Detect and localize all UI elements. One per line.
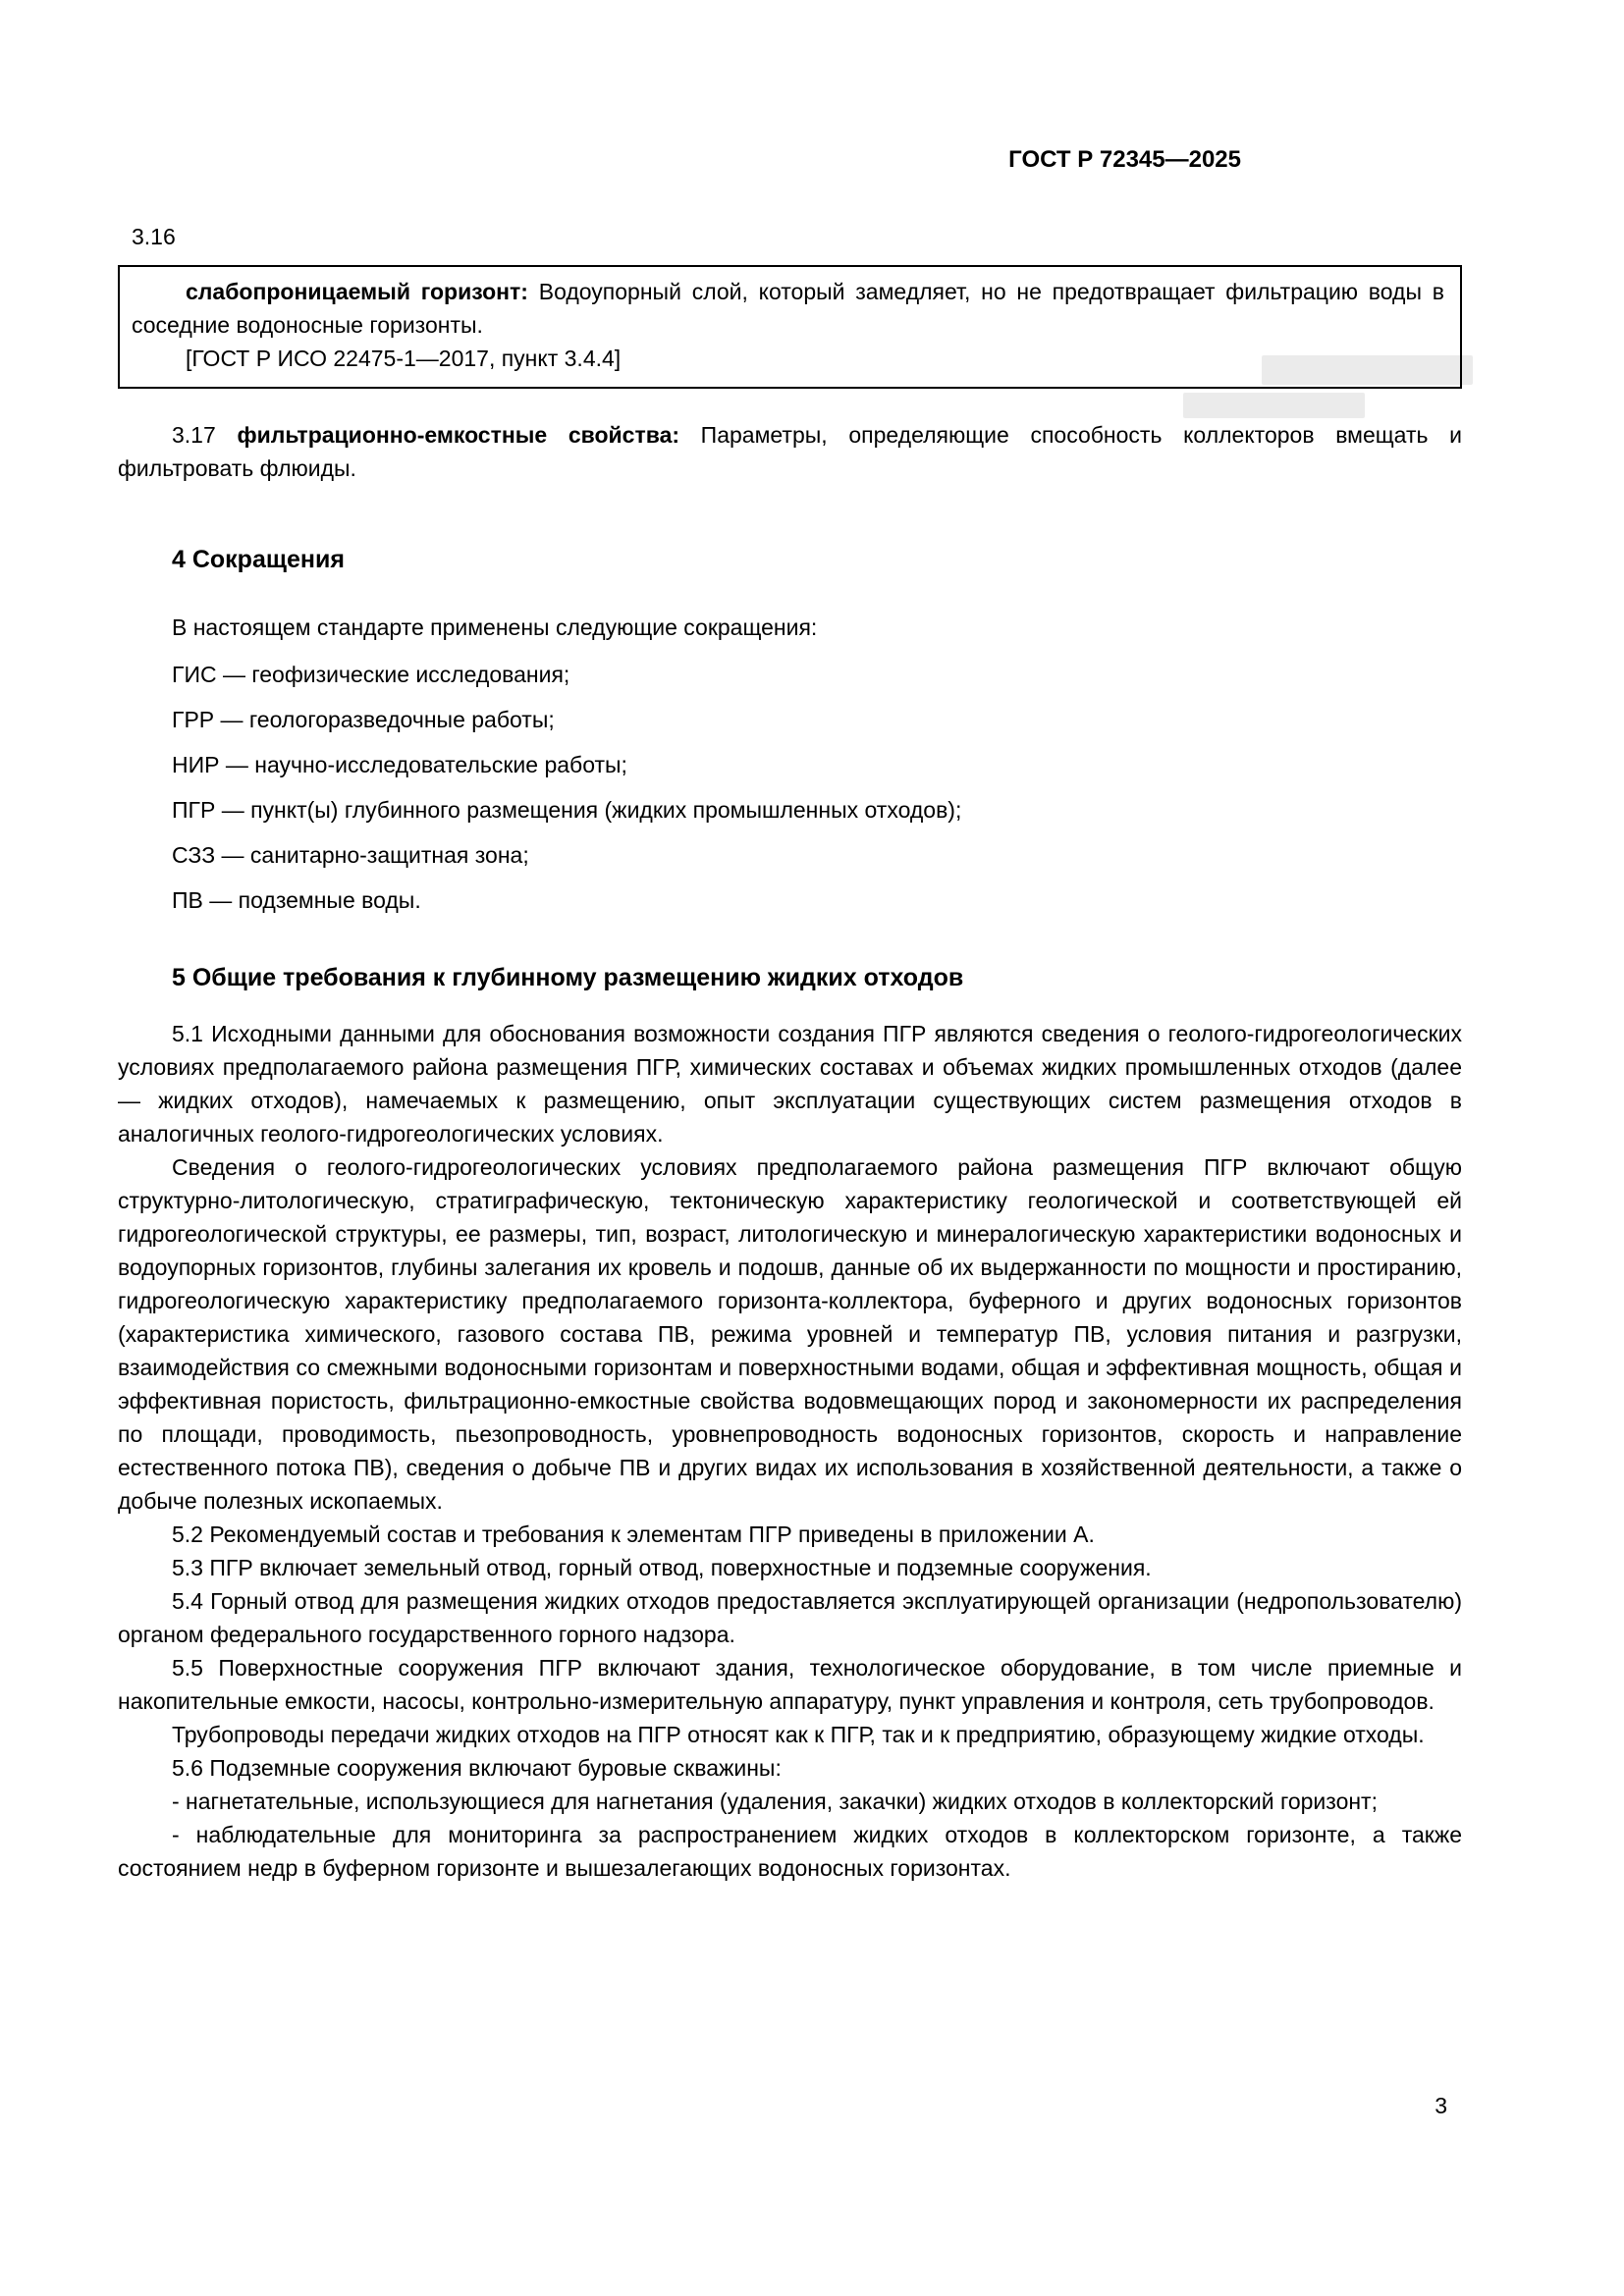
clause-3-16-number: 3.16 — [132, 224, 176, 249]
abbreviation-item: ГИС — геофизические исследования; — [172, 662, 570, 687]
clause-3-17-number: 3.17 — [172, 422, 238, 448]
abbreviation-item: ГРР — геологоразведочные работы; — [172, 707, 555, 732]
page-number: 3 — [1435, 2093, 1447, 2118]
clause-3-17-term: фильтрационно-емкостные свойства: — [237, 422, 680, 448]
clause-3-17-text: Параметры, определяющие способность коллекторов вмещать и фильтровать флюиды. — [118, 422, 1462, 481]
definition-paragraph — [132, 275, 1444, 342]
definition-text: Водоупорный слой, который замедляет, но не предотвращает фильтрацию воды в соседние водоносные горизонты. — [132, 279, 1444, 338]
abbreviation-item: ПГР — пункт(ы) глубинного размещения (жидких промышленных отходов); — [172, 797, 962, 823]
paragraph-5-1-continued: Сведения о геолого-гидрогеологических условиях предполагаемого района размещения ПГР включают общую структурно-литологическую, стратиграфическую, тектоническую характеристику геологической и соответствующей ей гидрогеологической структуры, ее размеры, тип, возраст, литологическую и минералогическую характеристики водоносных и водоупорных горизонтов, глубины залегания их кровель и подошв, данные об их выдержанности по мощности и простиранию, гидрогеологическую характеристику предполагаемого горизонта-коллектора, буферного и других водоносных горизонтов (характеристика химического, газового состава ПВ, режима уровней и температур ПВ, условия питания и разгрузки, взаимодействия со смежными водоносными горизонтам и поверхностными водами, общая и эффективная мощность, общая и эффективная пористость, фильтрационно-емкостные свойства водовмещающих пород и закономерности их распределения по площади, проводимость, пьезопроводность, уровнепроводность водоносных горизонтов, скорость и направление естественного потока ПВ), сведения о добыче ПВ и других видах их использования в хозяйственной деятельности, а также о добыче полезных ископаемых. — [118, 1154, 1462, 1514]
section-4-intro: В настоящем стандарте применены следующие сокращения: — [172, 614, 818, 640]
paragraph-5-6-list-item: - нагнетательные, использующиеся для нагнетания (удаления, закачки) жидких отходов в коллекторский горизонт; — [172, 1789, 1378, 1814]
abbreviation-item: СЗЗ — санитарно-защитная зона; — [172, 842, 529, 868]
doc-header-standard-designation: ГОСТ Р 72345—2025 — [1008, 146, 1241, 173]
definition-source-reference: [ГОСТ Р ИСО 22475-1—2017, пункт 3.4.4] — [186, 346, 622, 371]
section-5-title: 5 Общие требования к глубинному размещению жидких отходов — [172, 964, 964, 991]
abbreviation-item: ПВ — подземные воды. — [172, 887, 421, 913]
section-5-body — [118, 1017, 1462, 1885]
section-4-title: 4 Сокращения — [172, 546, 345, 573]
paragraph-5-4: 5.4 Горный отвод для размещения жидких отходов предоставляется эксплуатирующей организации (недропользователю) органом федерального государственного горного надзора. — [118, 1588, 1462, 1647]
definition-box — [118, 265, 1462, 389]
page-content — [118, 0, 1462, 1885]
paragraph-5-5-continued: Трубопроводы передачи жидких отходов на ПГР относят как к ПГР, так и к предприятию, образующему жидкие отходы. — [172, 1722, 1425, 1747]
paragraph-5-6-list-item: - наблюдательные для мониторинга за распространением жидких отходов в коллекторском горизонте, а также состоянием недр в буферном горизонте и вышезалегающих водоносных горизонтах. — [118, 1822, 1462, 1881]
paragraph-5-2: 5.2 Рекомендуемый состав и требования к элементам ПГР приведены в приложении А. — [172, 1522, 1095, 1547]
paragraph-5-3: 5.3 ПГР включает земельный отвод, горный отвод, поверхностные и подземные сооружения. — [172, 1555, 1152, 1580]
clause-3-17-paragraph — [118, 418, 1462, 485]
paragraph-5-6: 5.6 Подземные сооружения включают буровые скважины: — [172, 1755, 782, 1781]
paragraph-5-5: 5.5 Поверхностные сооружения ПГР включают здания, технологическое оборудование, в том числе приемные и накопительные емкости, насосы, контрольно-измерительную аппаратуру, пункт управления и контроля, сеть трубопроводов. — [118, 1655, 1462, 1714]
definition-term: слабопроницаемый горизонт: — [186, 279, 528, 304]
abbreviation-item: НИР — научно-исследовательские работы; — [172, 752, 627, 777]
paragraph-5-1: 5.1 Исходными данными для обоснования возможности создания ПГР являются сведения о геолого-гидрогеологических условиях предполагаемого района размещения ПГР, химических составах и объемах жидких промышленных отходов (далее — жидких отходов), намечаемых к размещению, опыт эксплуатации существующих систем размещения отходов в аналогичных геолого-гидрогеологических условиях. — [118, 1021, 1462, 1147]
